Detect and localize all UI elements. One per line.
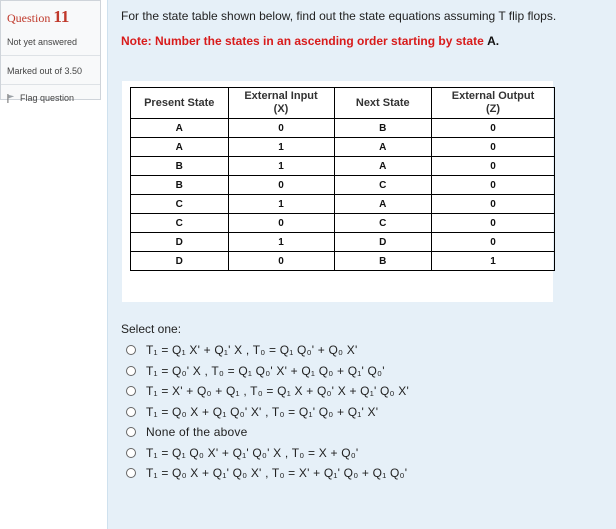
radio-button[interactable] (126, 468, 136, 478)
table-cell: 0 (228, 119, 334, 138)
table-row (131, 214, 555, 233)
select-one-label: Select one: (121, 322, 182, 336)
answer-option[interactable] (126, 443, 606, 464)
table-cell: B (131, 157, 229, 176)
answer-option[interactable] (126, 422, 606, 443)
question-number-value: 11 (53, 7, 70, 26)
table-cell: D (131, 233, 229, 252)
table-cell: 0 (432, 233, 555, 252)
answer-option-label: T₁ = Q₀' X , T₀ = Q₁ Q₀' X' + Q₁ Q₀ + Q₁' Q₀' (146, 363, 385, 378)
answer-options (126, 340, 606, 484)
question-info-panel (0, 0, 101, 103)
table-cell: 0 (432, 157, 555, 176)
table-row (131, 252, 555, 271)
answer-option-label: T₁ = Q₀ X + Q₁ Q₀' X' , T₀ = Q₁' Q₀ + Q₁' X' (146, 404, 379, 419)
answer-option[interactable] (126, 402, 606, 423)
table-cell: B (131, 176, 229, 195)
table-row (131, 138, 555, 157)
table-cell: B (334, 252, 432, 271)
radio-button[interactable] (126, 345, 136, 355)
note-state: A. (487, 34, 500, 48)
table-cell: A (131, 119, 229, 138)
answer-option-label: T₁ = Q₀ X + Q₁' Q₀ X' , T₀ = X' + Q₁' Q₀ + Q₁ Q₀' (146, 466, 408, 481)
radio-button[interactable] (126, 386, 136, 396)
answer-option-label: None of the above (146, 425, 248, 440)
question-content (107, 0, 616, 529)
header-external-output: External Output (Z) (432, 88, 555, 119)
header-next-state: Next State (334, 88, 432, 119)
table-cell: 0 (432, 176, 555, 195)
table-cell: B (334, 119, 432, 138)
question-number (7, 7, 94, 27)
table-row (131, 233, 555, 252)
table-cell: A (334, 138, 432, 157)
table-cell: A (334, 195, 432, 214)
table-cell: 1 (228, 195, 334, 214)
radio-button[interactable] (126, 366, 136, 376)
question-note (121, 34, 499, 48)
table-cell: C (334, 214, 432, 233)
table-cell: 1 (228, 138, 334, 157)
radio-button[interactable] (126, 427, 136, 437)
table-cell: 1 (228, 233, 334, 252)
table-cell: 0 (228, 252, 334, 271)
state-table-image (122, 81, 553, 302)
table-cell: 0 (432, 138, 555, 157)
table-cell: A (334, 157, 432, 176)
table-cell: 0 (228, 176, 334, 195)
table-cell: D (334, 233, 432, 252)
radio-button[interactable] (126, 448, 136, 458)
marks-text: Marked out of 3.50 (7, 66, 83, 76)
table-row (131, 119, 555, 138)
table-cell: 1 (228, 157, 334, 176)
table-row (131, 195, 555, 214)
divider (1, 55, 100, 56)
table-cell: C (131, 195, 229, 214)
answer-option-label: T₁ = Q₁ X' + Q₁' X , T₀ = Q₁ Q₀' + Q₀ X' (146, 343, 358, 358)
table-cell: 0 (432, 214, 555, 233)
answer-option[interactable] (126, 340, 606, 361)
state-table (130, 87, 555, 271)
answer-status: Not yet answered (7, 37, 78, 47)
table-cell: 0 (432, 119, 555, 138)
table-cell: 0 (432, 195, 555, 214)
table-cell: C (334, 176, 432, 195)
table-cell: 0 (228, 214, 334, 233)
flag-icon (7, 94, 16, 103)
answer-option-label: T₁ = X' + Q₀ + Q₁ , T₀ = Q₁ X + Q₀' X + Q₁' Q₀ X' (146, 384, 409, 399)
header-present-state: Present State (131, 88, 229, 119)
table-cell: C (131, 214, 229, 233)
header-external-input: External Input (X) (228, 88, 334, 119)
table-cell: A (131, 138, 229, 157)
radio-button[interactable] (126, 407, 136, 417)
flag-question-label: Flag question (20, 93, 75, 103)
question-text: For the state table shown below, find out the state equations assuming T flip flops. (121, 9, 557, 23)
answer-option[interactable] (126, 463, 606, 484)
answer-option-label: T₁ = Q₁ Q₀ X' + Q₁' Q₀' X , T₀ = X + Q₀' (146, 445, 359, 460)
table-cell: 1 (432, 252, 555, 271)
table-header-row (131, 88, 555, 119)
note-text: Note: Number the states in an ascending order starting by state (121, 34, 484, 48)
answer-option[interactable] (126, 381, 606, 402)
divider (1, 84, 100, 85)
flag-question-button[interactable] (7, 93, 94, 103)
answer-option[interactable] (126, 361, 606, 382)
question-prefix: Question (7, 11, 51, 25)
table-row (131, 157, 555, 176)
table-cell: D (131, 252, 229, 271)
table-row (131, 176, 555, 195)
